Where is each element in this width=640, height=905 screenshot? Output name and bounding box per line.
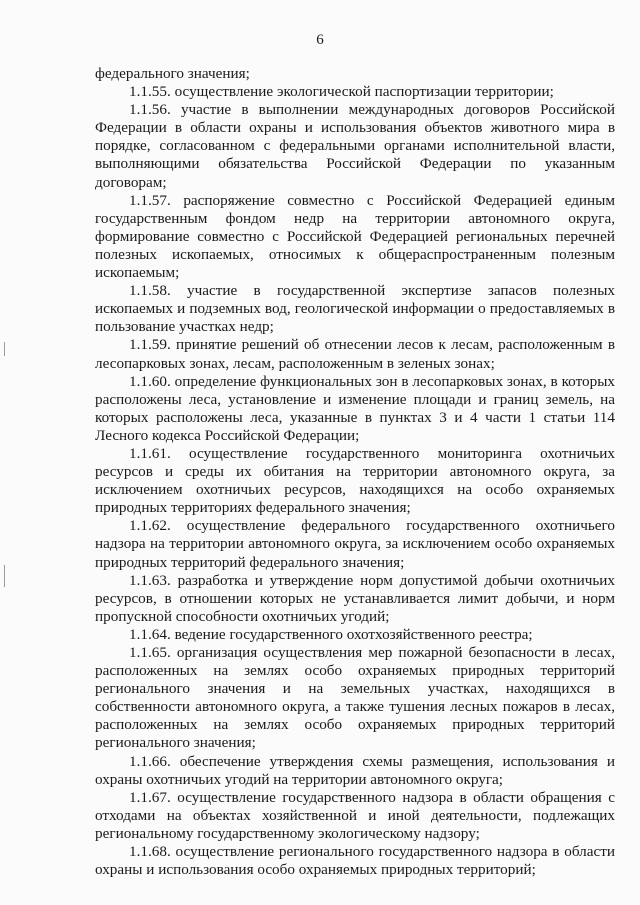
paragraph-1-1-67: 1.1.67. осуществление государственного надзора в области обращения с отходами на объектах хозяйственной и иной деятельности, подлежащих региональному государственному экологическому надзору; — [95, 788, 615, 842]
paragraph-1-1-63: 1.1.63. разработка и утверждение норм допустимой добычи охотничьих ресурсов, в отношении которых не устанавливается лимит добычи, и норм пропускной способности охотничьих угодий; — [95, 571, 615, 625]
paragraph-1-1-58: 1.1.58. участие в государственной экспертизе запасов полезных ископаемых и подземных вод, геологической информации о предоставляемых в пользование участках недр; — [95, 282, 615, 336]
document-body — [95, 65, 615, 879]
paragraph-continuation: федерального значения; — [95, 65, 250, 82]
paragraph-1-1-57: 1.1.57. распоряжение совместно с Российской Федерацией единым государственным фондом недр на территории автономного округа, формирование совместно с Российской Федерацией региональных перечней полезных ископаемых, относимых к общераспространенным полезным ископаемым; — [95, 191, 615, 282]
paragraph-1-1-65: 1.1.65. организация осуществления мер пожарной безопасности в лесах, расположенных на землях особо охраняемых природных территорий регионального значения и на земельных участках, находящихся в собственности автономного округа, а также тушения лесных пожаров в лесах, расположенных на землях особо охраняемых природных территорий регионального значения; — [95, 644, 615, 752]
paragraph-1-1-56: 1.1.56. участие в выполнении международных договоров Российской Федерации в области охраны и использования объектов животного мира в порядке, согласованном с федеральными органами исполнительной власти, выполняющими обязательства Российской Федерации по указанным договорам; — [95, 101, 615, 191]
paragraph-1-1-61: 1.1.61. осуществление государственного мониторинга охотничьих ресурсов и среды их обитания на территории автономного округа, за исключением охотничьих ресурсов, находящихся на особо охраняемых природных территориях федерального значения; — [95, 444, 615, 517]
paragraph-1-1-64: 1.1.64. ведение государственного охотхозяйственного реестра; — [129, 625, 533, 643]
paragraph-1-1-55: 1.1.55. осуществление экологической паспортизации территории; — [129, 83, 554, 101]
paragraph-1-1-62: 1.1.62. осуществление федерального государственного охотничьего надзора на территории автономного округа, за исключением особо охраняемых природных территорий федерального значения; — [95, 517, 615, 571]
paragraph-1-1-60: 1.1.60. определение функциональных зон в лесопарковых зонах, в которых расположены леса, установление и изменение площади и границ земель, на которых расположены леса, указанные в пунктах 3 и 4 части 1 статьи 114 Лесного кодекса Российской Федерации; — [95, 372, 615, 444]
paragraph-1-1-68: 1.1.68. осуществление регионального государственного надзора в области охраны и использования особо охраняемых природных территорий; — [95, 843, 615, 879]
scan-margin-mark — [4, 565, 5, 587]
page-number: 6 — [316, 32, 324, 48]
paragraph-1-1-59: 1.1.59. принятие решений об отнесении лесов к лесам, расположенным в лесопарковых зонах, лесам, расположенным в зеленых зонах; — [95, 336, 615, 372]
scan-margin-mark — [4, 342, 5, 356]
paragraph-1-1-66: 1.1.66. обеспечение утверждения схемы размещения, использования и охраны охотничьих угодий на территории автономного округа; — [95, 752, 615, 788]
